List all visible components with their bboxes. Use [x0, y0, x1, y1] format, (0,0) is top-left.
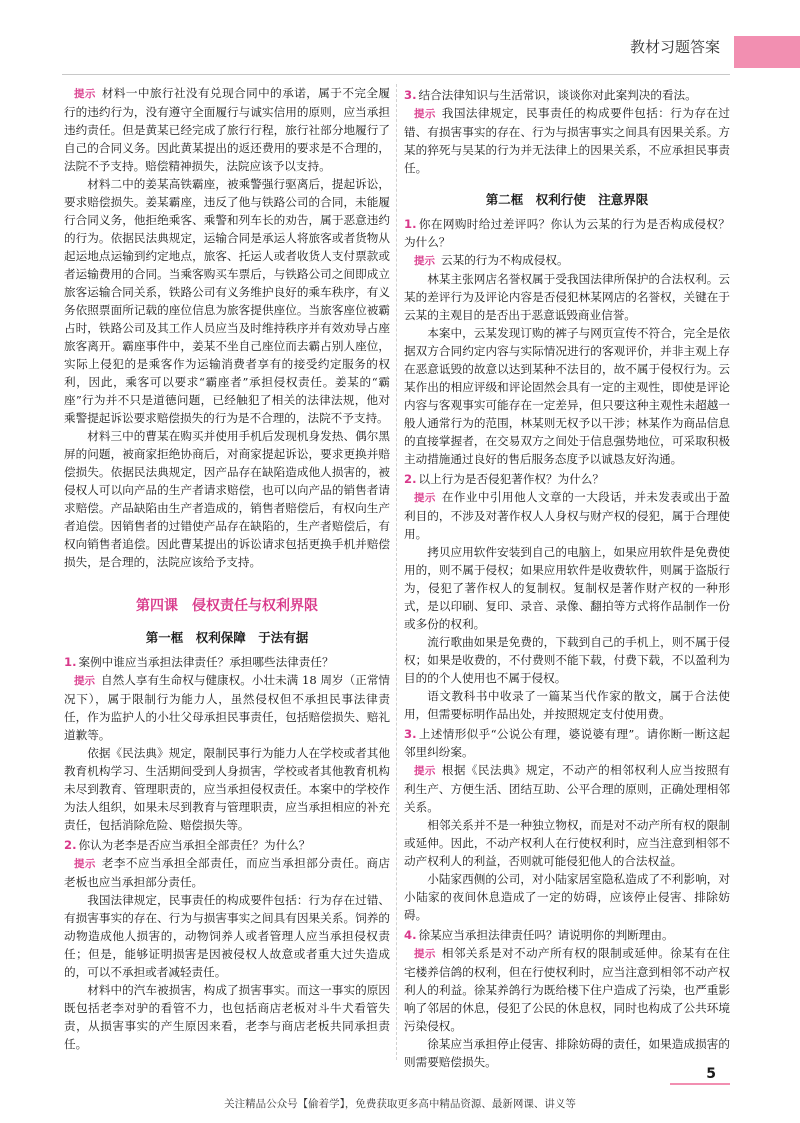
tip-label: 提示: [414, 255, 435, 267]
answer-text: 我国法律规定，民事责任的构成要件包括：行为存在过错、有损害事实的存在、行为与损害事实之间具有因果关系。方某的猝死与吴某的行为并无法律上的因果关系，不应承担民事责任。: [404, 106, 730, 175]
answer-paragraph: 相邻关系并不是一种独立物权，而是对不动产所有权的限制或延伸。因此，不动产权利人在行使权利时，应当注意到相邻不动产权利人的利益，否则就可能侵犯他人的合法权益。: [404, 818, 730, 868]
answer-text: 相邻关系是对不动产所有权的限制或延伸。徐某有在住宅楼养信鸽的权利，但在行使权利时，应当注意到相邻不动产权利人的利益。徐某养鸽行为既给楼下住户造成了污染，也严重影响了邻居的休息，侵犯了公民的休息权，同时也构成了公共环境污染侵权。: [404, 946, 730, 1033]
question-5: [404, 470, 730, 488]
answer-text: 根据《民法典》规定，不动产的相邻权利人应当按照有利生产、方便生活、团结互助、公平合理的原则，正确处理相邻关系。: [404, 763, 730, 814]
footer-note: 关注精品公众号【偷着学】，免费获取更多高中精品资源、最新网课、讲义等: [224, 1098, 576, 1110]
answer-paragraph: 本案中，云某发现订购的裤子与网页宣传不符合，完全是依据双方合同约定内容与实际情况进行的客观评价，并非主观上存在恶意诋毁的故意以达到某种不法目的，故不属于侵权行为。云某作出的相应评级和评论固然会具有一定的主观性，即使是评论内容与客观事实可能存在一定差异，但只要这种主观性未超越一般人通常行为的范围，林某则无权予以干涉；林某作为商品信息的直接掌握者，在交易双方之间处于信息强势地位，可采取积极主动措施通过良好的售后服务态度予以诚恳友好沟通。: [404, 326, 730, 466]
right-column: [404, 84, 730, 1071]
answer-paragraph: 流行歌曲如果是免费的，下载到自己的手机上，则不属于侵权；如果是收费的，不付费则不能下载，付费下载，不以盈利为目的的个人使用也不属于侵权。: [404, 635, 730, 685]
question-3: [404, 86, 730, 104]
question-2: [64, 836, 390, 854]
tip-label: 提示: [414, 108, 436, 120]
tip-paragraph: [404, 251, 730, 270]
answer-paragraph: 徐某应当承担停止侵害、排除妨碍的责任，如果造成损害的则需要赔偿损失。: [404, 1037, 730, 1069]
section-heading-2: 第二框 权利行使 注意界限: [485, 192, 649, 207]
tip-paragraph: [404, 944, 730, 1035]
tip-label: 提示: [74, 675, 96, 687]
header-divider: [62, 74, 730, 75]
question-text: 结合法律知识与生活常识，谈谈你对此案判决的看法。: [418, 88, 697, 102]
question-text: 你在网购时给过差评吗？你认为云某的行为是否构成侵权？为什么？: [404, 217, 730, 249]
material-three-answer: 材料三中的曹某在购买并使用手机后发现机身发热、偶尔黑屏的问题，被商家拒绝协商后，对商家提起诉讼，要求更换并赔偿损失。依据民法典规定，因产品存在缺陷造成他人损害的，被侵权人可以向产品的生产者请求赔偿，也可以向产品的销售者请求赔偿。产品缺陷由生产者造成的，销售者赔偿后，有权向生产者追偿。因销售者的过错使产品存在缺陷的，生产者赔偿后，有权向销售者追偿。因此曹某提出的诉讼请求包括更换手机并赔偿损失，是合理的，法院应该给予支持。: [64, 429, 390, 569]
question-6: [404, 725, 730, 761]
question-number: 3.: [404, 88, 417, 102]
header-title: 教材习题答案: [629, 38, 720, 56]
question-text: 以上行为是否侵犯著作权？为什么？: [418, 472, 604, 486]
tip-paragraph: [404, 104, 730, 177]
question-text: 案例中谁应当承担法律责任？承担哪些法律责任？: [78, 655, 334, 669]
lesson-heading: 第四课 侵权责任与权利界限: [136, 598, 318, 614]
column-divider: [396, 84, 397, 1060]
page-number-underline: [670, 1083, 730, 1085]
answer-paragraph: 林某主张网店名誉权属于受我国法律所保护的合法权利。云某的差评行为及评论内容是否侵犯林某网店的名誉权，关键在于云某的主观目的是否出于恶意诋毁商业信誉。: [404, 272, 730, 322]
answer-text: 老李不应当承担全部责任，而应当承担部分责任。商店老板也应当承担部分责任。: [64, 856, 390, 889]
question-number: 3.: [404, 727, 417, 741]
left-column: [64, 84, 390, 1053]
answer-paragraph: 拷贝应用软件安装到自己的电脑上，如果应用软件是免费使用的，则不属于侵权；如果应用软件是收费软件，则属于盗版行为，侵犯了著作权人的复制权。复制权是著作财产权的一种形式，是以印刷、复印、录音、录像、翻拍等方式将作品制作一份或多份的权利。: [404, 545, 730, 631]
tip-paragraph: [404, 761, 730, 816]
question-text: 上述情形似乎“公说公有理，婆说婆有理”。请你断一断这起邻里纠纷案。: [404, 727, 730, 759]
answer-paragraph: 语文教科书中收录了一篇某当代作家的散文，属于合法使用，但需要标明作品出处，并按照规定支付使用费。: [404, 689, 730, 721]
tip-paragraph: [404, 488, 730, 543]
question-text: 你认为老李是否应当承担全部责任？为什么？: [78, 838, 311, 852]
question-number: 2.: [64, 838, 77, 852]
question-4: [404, 215, 730, 251]
question-1: [64, 653, 390, 671]
tip-paragraph: [64, 854, 390, 891]
question-text: 徐某应当承担法律责任吗？请说明你的判断理由。: [418, 928, 674, 942]
tip-label: 提示: [74, 858, 96, 870]
answer-paragraph: 我国法律规定，民事责任的构成要件包括：行为存在过错、有损害事实的存在、行为与损害事实之间具有因果关系。饲养的动物造成他人损害的，动物饲养人或者管理人应当承担侵权责任；但是，能够证明损害是因被侵权人故意或者重大过失造成的，可以不承担或者减轻责任。: [64, 893, 390, 979]
answer-text: 云某的行为不构成侵权。: [441, 253, 569, 267]
material-two-answer: 材料二中的姜某高铁霸座，被乘警强行驱离后，提起诉讼，要求赔偿损失。姜某霸座，违反了他与铁路公司的合同，未能履行合同义务，他拒绝乘客、乘警和列车长的劝告，属于恶意违约的行为。依据民法典规定，运输合同是承运人将旅客或者货物从起运地点运输到约定地点，旅客、托运人或者收货人支付票款或者运输费用的合同。当乘客购买车票后，与铁路公司之间即成立旅客运输合同关系，铁路公司有义务维护良好的乘车秩序，有义务依照票面所记载的座位信息为旅客提供座位。当旅客座位被霸占时，铁路公司及其工作人员应当及时维持秩序并有效劝导占座旅客离开。霸座事件中，姜某不坐自己座位而去霸占别人座位，实际上侵犯的是乘客作为运输消费者享有的接受约定服务的权利，因此，乘客可以要求“霸座者”承担侵权责任。姜某的“霸座”行为并不只是道德问题，已经触犯了相关的法律法规，他对乘警提起诉讼要求赔偿损失的行为是不合理的，法院不予支持。: [64, 177, 390, 425]
tip-label: 提示: [414, 492, 436, 504]
answer-text: 自然人享有生命权与健康权。小壮未满 18 周岁（正常情况下），属于限制行为能力人，虽然侵权但不承担民事法律责任，作为监护人的小壮父母承担民事责任，包括赔偿损失、赔礼道歉等。: [64, 673, 391, 742]
tip-label: 提示: [74, 88, 96, 100]
tip-label: 提示: [414, 765, 436, 777]
question-number: 4.: [404, 928, 417, 942]
answer-paragraph: 依据《民法典》规定，限制民事行为能力人在学校或者其他教育机构学习、生活期间受到人身损害，学校或者其他教育机构未尽到教育、管理职责的，应当承担侵权责任。本案中的学校作为法人组织，如果未尽到教育与管理职责，应当承担相应的补充责任，包括消除危险、赔偿损失等。: [64, 746, 390, 832]
question-number: 2.: [404, 472, 417, 486]
material-one-answer: 材料一中旅行社没有兑现合同中的承诺，属于不完全履行的违约行为，没有遵守全面履行与诚实信用的原则，应当承担违约责任。但是黄某已经完成了旅行行程，旅行社部分地履行了自己的合同义务。因此黄某提出的返还费用的要求是不合理的，法院不予支持。赔偿精神损失，法院应该予以支持。: [64, 86, 390, 173]
question-number: 1.: [64, 655, 77, 669]
page-number: 5: [706, 1066, 716, 1082]
question-number: 1.: [404, 217, 417, 231]
tip-label: 提示: [414, 948, 436, 960]
header-accent-tab: [734, 36, 800, 68]
answer-paragraph: 材料中的汽车被损害，构成了损害事实。而这一事实的原因既包括老李对驴的看管不力，也包括商店老板对斗牛犬看管失责，从损害事实的产生原因来看，老李与商店老板共同承担责任。: [64, 983, 390, 1051]
tip-paragraph: [64, 84, 390, 175]
answer-text: 在作业中引用他人文章的一大段话，并未发表或出于盈利目的，不涉及对著作权人人身权与财产权的侵犯，属于合理使用。: [404, 490, 730, 541]
question-7: [404, 926, 730, 944]
tip-paragraph: [64, 671, 390, 744]
answer-paragraph: 小陆家西侧的公司，对小陆家居室隐私造成了不利影响，对小陆家的夜间休息造成了一定的妨碍，应该停止侵害、排除妨碍。: [404, 872, 730, 922]
section-heading-1: 第一框 权利保障 于法有据: [145, 630, 309, 645]
